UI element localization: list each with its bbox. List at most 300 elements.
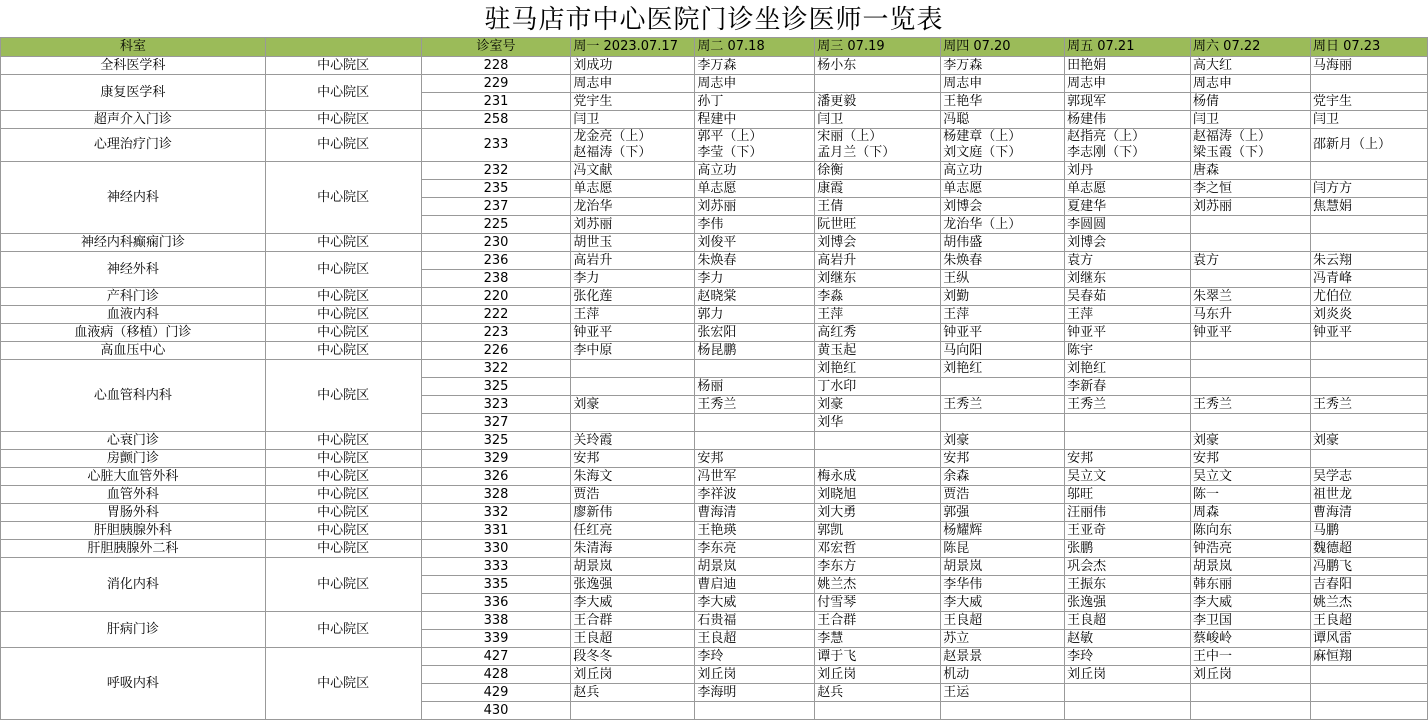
column-header: 诊室号 [421, 38, 571, 57]
doctor-cell [1191, 684, 1311, 702]
doctor-cell: 徐衡 [815, 162, 941, 180]
room-cell: 325 [421, 378, 571, 396]
doctor-cell [1310, 216, 1427, 234]
doctor-cell: 宋丽（上） 孟月兰（下） [815, 129, 941, 162]
doctor-cell: 程建中 [695, 111, 815, 129]
doctor-cell: 朱焕春 [941, 252, 1065, 270]
campus-cell: 中心院区 [265, 540, 421, 558]
department-cell: 神经内科癫痫门诊 [1, 234, 266, 252]
campus-cell: 中心院区 [265, 648, 421, 720]
doctor-cell [1191, 360, 1311, 378]
doctor-cell: 刘丹 [1065, 162, 1191, 180]
doctor-cell: 杨耀辉 [941, 522, 1065, 540]
doctor-cell: 郭现军 [1065, 93, 1191, 111]
doctor-cell: 赵景景 [941, 648, 1065, 666]
doctor-cell: 廖新伟 [571, 504, 695, 522]
doctor-cell: 姚兰杰 [1310, 594, 1427, 612]
campus-cell: 中心院区 [265, 111, 421, 129]
department-cell: 肝病门诊 [1, 612, 266, 648]
doctor-cell: 安邦 [1065, 450, 1191, 468]
doctor-cell: 刘俊平 [695, 234, 815, 252]
column-header: 周六 07.22 [1191, 38, 1311, 57]
doctor-cell [571, 702, 695, 720]
campus-cell: 中心院区 [265, 57, 421, 75]
doctor-cell: 孙丁 [695, 93, 815, 111]
doctor-cell: 吴立文 [1191, 468, 1311, 486]
doctor-cell [1310, 450, 1427, 468]
doctor-cell: 李大威 [571, 594, 695, 612]
doctor-cell: 单志愿 [941, 180, 1065, 198]
department-cell: 心脏大血管外科 [1, 468, 266, 486]
doctor-cell: 魏德超 [1310, 540, 1427, 558]
doctor-cell: 刘博会 [1065, 234, 1191, 252]
doctor-cell: 李玲 [695, 648, 815, 666]
doctor-cell [1191, 216, 1311, 234]
doctor-cell: 钟亚平 [1310, 324, 1427, 342]
table-row [1, 558, 1428, 576]
doctor-cell: 闫卫 [571, 111, 695, 129]
doctor-cell: 杨丽 [695, 378, 815, 396]
table-row [1, 648, 1428, 666]
department-cell: 血液内科 [1, 306, 266, 324]
column-header: 周日 07.23 [1310, 38, 1427, 57]
doctor-cell: 闫卫 [1310, 111, 1427, 129]
doctor-cell: 李新春 [1065, 378, 1191, 396]
doctor-cell [1310, 666, 1427, 684]
doctor-cell: 高岩升 [571, 252, 695, 270]
doctor-cell: 冯文献 [571, 162, 695, 180]
doctor-cell: 王萍 [1065, 306, 1191, 324]
department-cell: 肝胆胰腺外科 [1, 522, 266, 540]
doctor-cell: 高立功 [941, 162, 1065, 180]
doctor-cell: 胡景岚 [941, 558, 1065, 576]
doctor-cell: 单志愿 [1065, 180, 1191, 198]
table-row [1, 432, 1428, 450]
doctor-cell: 刘豪 [941, 432, 1065, 450]
doctor-cell: 刘华 [815, 414, 941, 432]
doctor-cell: 王秀兰 [695, 396, 815, 414]
doctor-cell: 刘丘岗 [695, 666, 815, 684]
doctor-cell: 朱翠兰 [1191, 288, 1311, 306]
department-cell: 肝胆胰腺外二科 [1, 540, 266, 558]
doctor-cell: 闫方方 [1310, 180, 1427, 198]
doctor-cell: 刘继东 [815, 270, 941, 288]
doctor-cell: 李大威 [1191, 594, 1311, 612]
room-cell: 222 [421, 306, 571, 324]
doctor-cell [695, 360, 815, 378]
doctor-cell [1191, 702, 1311, 720]
doctor-cell: 王纵 [941, 270, 1065, 288]
doctor-cell: 邓宏哲 [815, 540, 941, 558]
doctor-cell: 刘苏丽 [695, 198, 815, 216]
doctor-cell: 马向阳 [941, 342, 1065, 360]
room-cell: 331 [421, 522, 571, 540]
room-cell: 238 [421, 270, 571, 288]
doctor-cell: 高岩升 [815, 252, 941, 270]
doctor-cell: 王秀兰 [1065, 396, 1191, 414]
doctor-cell: 李东方 [815, 558, 941, 576]
doctor-cell: 机动 [941, 666, 1065, 684]
doctor-cell: 李海明 [695, 684, 815, 702]
department-cell: 血管外科 [1, 486, 266, 504]
doctor-cell: 高红秀 [815, 324, 941, 342]
table-row [1, 342, 1428, 360]
room-cell: 327 [421, 414, 571, 432]
doctor-cell: 朱海文 [571, 468, 695, 486]
doctor-cell: 赵晓棠 [695, 288, 815, 306]
doctor-cell: 李之恒 [1191, 180, 1311, 198]
campus-cell: 中心院区 [265, 432, 421, 450]
campus-cell: 中心院区 [265, 324, 421, 342]
room-cell: 428 [421, 666, 571, 684]
doctor-cell: 张逸强 [571, 576, 695, 594]
doctor-cell: 王倩 [815, 198, 941, 216]
header-row [1, 38, 1428, 57]
doctor-cell: 尤伯位 [1310, 288, 1427, 306]
room-cell: 235 [421, 180, 571, 198]
room-cell: 330 [421, 540, 571, 558]
room-cell: 228 [421, 57, 571, 75]
campus-cell: 中心院区 [265, 252, 421, 288]
doctor-cell [571, 378, 695, 396]
doctor-cell [1310, 234, 1427, 252]
doctor-cell: 贾浩 [571, 486, 695, 504]
department-cell: 高血压中心 [1, 342, 266, 360]
doctor-cell [695, 702, 815, 720]
department-cell: 心血管科内科 [1, 360, 266, 432]
room-cell: 333 [421, 558, 571, 576]
room-cell: 339 [421, 630, 571, 648]
doctor-cell: 李东亮 [695, 540, 815, 558]
room-cell: 236 [421, 252, 571, 270]
doctor-cell: 焦慧娟 [1310, 198, 1427, 216]
doctor-cell: 刘苏丽 [571, 216, 695, 234]
column-header [265, 38, 421, 57]
doctor-cell: 石贵福 [695, 612, 815, 630]
campus-cell: 中心院区 [265, 522, 421, 540]
table-row [1, 111, 1428, 129]
doctor-cell: 谭于飞 [815, 648, 941, 666]
doctor-cell: 朱焕春 [695, 252, 815, 270]
doctor-cell: 闫卫 [1191, 111, 1311, 129]
doctor-cell: 李淼 [815, 288, 941, 306]
doctor-cell [815, 75, 941, 93]
doctor-cell: 胡世玉 [571, 234, 695, 252]
doctor-cell: 陈昆 [941, 540, 1065, 558]
room-cell: 233 [421, 129, 571, 162]
doctor-cell: 胡伟盛 [941, 234, 1065, 252]
room-cell: 225 [421, 216, 571, 234]
column-header: 周四 07.20 [941, 38, 1065, 57]
doctor-cell: 袁方 [1065, 252, 1191, 270]
department-cell: 全科医学科 [1, 57, 266, 75]
doctor-cell: 李伟 [695, 216, 815, 234]
campus-cell: 中心院区 [265, 558, 421, 612]
doctor-cell [815, 432, 941, 450]
doctor-cell: 李万森 [941, 57, 1065, 75]
doctor-cell: 谭风雷 [1310, 630, 1427, 648]
doctor-cell: 王艳瑛 [695, 522, 815, 540]
doctor-cell: 王良超 [941, 612, 1065, 630]
table-row [1, 504, 1428, 522]
doctor-cell [1310, 378, 1427, 396]
doctor-cell [1065, 702, 1191, 720]
department-cell: 呼吸内科 [1, 648, 266, 720]
table-row [1, 129, 1428, 162]
doctor-cell [1191, 414, 1311, 432]
column-header: 周二 07.18 [695, 38, 815, 57]
doctor-cell: 赵福涛（上） 梁玉霞（下） [1191, 129, 1311, 162]
schedule-table [0, 37, 1428, 720]
department-cell: 胃肠外科 [1, 504, 266, 522]
doctor-cell: 王萍 [941, 306, 1065, 324]
department-cell: 神经内科 [1, 162, 266, 234]
doctor-cell: 夏建华 [1065, 198, 1191, 216]
doctor-cell: 安邦 [941, 450, 1065, 468]
doctor-cell: 康霞 [815, 180, 941, 198]
doctor-cell: 钟亚平 [571, 324, 695, 342]
doctor-cell: 刘成功 [571, 57, 695, 75]
doctor-cell: 麻恒翔 [1310, 648, 1427, 666]
department-cell: 超声介入门诊 [1, 111, 266, 129]
doctor-cell: 钟亚平 [1065, 324, 1191, 342]
doctor-cell: 曹海清 [695, 504, 815, 522]
doctor-cell [1310, 162, 1427, 180]
table-row [1, 162, 1428, 180]
doctor-cell: 郭强 [941, 504, 1065, 522]
doctor-cell: 李慧 [815, 630, 941, 648]
doctor-cell [1310, 702, 1427, 720]
doctor-cell: 吴立文 [1065, 468, 1191, 486]
doctor-cell [815, 702, 941, 720]
doctor-cell: 马东升 [1191, 306, 1311, 324]
doctor-cell: 唐森 [1191, 162, 1311, 180]
campus-cell: 中心院区 [265, 75, 421, 111]
doctor-cell: 段冬冬 [571, 648, 695, 666]
doctor-cell: 关玲霞 [571, 432, 695, 450]
doctor-cell: 刘丘岗 [1065, 666, 1191, 684]
campus-cell: 中心院区 [265, 162, 421, 234]
room-cell: 232 [421, 162, 571, 180]
department-cell: 血液病（移植）门诊 [1, 324, 266, 342]
doctor-cell [1310, 360, 1427, 378]
table-row [1, 486, 1428, 504]
doctor-cell: 龙治华 [571, 198, 695, 216]
doctor-cell: 阮世旺 [815, 216, 941, 234]
doctor-cell: 闫卫 [815, 111, 941, 129]
doctor-cell: 刘丘岗 [571, 666, 695, 684]
campus-cell: 中心院区 [265, 486, 421, 504]
doctor-cell: 张逸强 [1065, 594, 1191, 612]
page-title: 驻马店市中心医院门诊坐诊医师一览表 [484, 5, 944, 35]
doctor-cell: 单志愿 [571, 180, 695, 198]
doctor-cell [695, 432, 815, 450]
doctor-cell: 曹启迪 [695, 576, 815, 594]
doctor-cell: 刘丘岗 [815, 666, 941, 684]
doctor-cell [1191, 378, 1311, 396]
doctor-cell: 赵指亮（上） 李志刚（下） [1065, 129, 1191, 162]
room-cell: 226 [421, 342, 571, 360]
room-cell: 323 [421, 396, 571, 414]
doctor-cell: 王良超 [1310, 612, 1427, 630]
doctor-cell: 丁水印 [815, 378, 941, 396]
doctor-cell: 刘大勇 [815, 504, 941, 522]
doctor-cell: 李大威 [941, 594, 1065, 612]
doctor-cell: 钟浩亮 [1191, 540, 1311, 558]
campus-cell: 中心院区 [265, 612, 421, 648]
doctor-cell: 王良超 [695, 630, 815, 648]
table-row [1, 234, 1428, 252]
room-cell: 237 [421, 198, 571, 216]
doctor-cell: 苏立 [941, 630, 1065, 648]
doctor-cell: 党宇生 [571, 93, 695, 111]
doctor-cell: 王萍 [815, 306, 941, 324]
room-cell: 329 [421, 450, 571, 468]
doctor-cell: 黄玉起 [815, 342, 941, 360]
doctor-cell [941, 702, 1065, 720]
doctor-cell: 任红亮 [571, 522, 695, 540]
doctor-cell: 张鹏 [1065, 540, 1191, 558]
room-cell: 429 [421, 684, 571, 702]
doctor-cell [1310, 414, 1427, 432]
doctor-cell [1065, 684, 1191, 702]
doctor-cell: 王合群 [571, 612, 695, 630]
doctor-cell: 李力 [695, 270, 815, 288]
doctor-cell: 王良超 [1065, 612, 1191, 630]
doctor-cell: 田艳娟 [1065, 57, 1191, 75]
table-row [1, 450, 1428, 468]
doctor-cell: 高大红 [1191, 57, 1311, 75]
campus-cell: 中心院区 [265, 129, 421, 162]
doctor-cell: 朱云翔 [1310, 252, 1427, 270]
department-cell: 产科门诊 [1, 288, 266, 306]
doctor-cell: 安邦 [571, 450, 695, 468]
doctor-cell: 巩会杰 [1065, 558, 1191, 576]
doctor-cell [815, 450, 941, 468]
doctor-cell: 李华伟 [941, 576, 1065, 594]
doctor-cell: 安邦 [695, 450, 815, 468]
table-row [1, 288, 1428, 306]
doctor-cell: 胡景岚 [1191, 558, 1311, 576]
doctor-cell: 马海丽 [1310, 57, 1427, 75]
department-cell: 心理治疗门诊 [1, 129, 266, 162]
doctor-cell: 蔡峻岭 [1191, 630, 1311, 648]
doctor-cell: 吴学志 [1310, 468, 1427, 486]
department-cell: 心衰门诊 [1, 432, 266, 450]
doctor-cell: 赵兵 [571, 684, 695, 702]
campus-cell: 中心院区 [265, 360, 421, 432]
doctor-cell: 王秀兰 [1191, 396, 1311, 414]
room-cell: 231 [421, 93, 571, 111]
doctor-cell: 冯世军 [695, 468, 815, 486]
doctor-cell: 李玲 [1065, 648, 1191, 666]
doctor-cell: 刘豪 [1310, 432, 1427, 450]
room-cell: 430 [421, 702, 571, 720]
room-cell: 223 [421, 324, 571, 342]
doctor-cell: 潘更毅 [815, 93, 941, 111]
room-cell: 338 [421, 612, 571, 630]
doctor-cell: 张化莲 [571, 288, 695, 306]
doctor-cell: 王中一 [1191, 648, 1311, 666]
doctor-cell: 杨倩 [1191, 93, 1311, 111]
doctor-cell: 杨建伟 [1065, 111, 1191, 129]
campus-cell: 中心院区 [265, 234, 421, 252]
campus-cell: 中心院区 [265, 288, 421, 306]
room-cell: 220 [421, 288, 571, 306]
table-row [1, 306, 1428, 324]
column-header: 周一 2023.07.17 [571, 38, 695, 57]
doctor-cell: 郭力 [695, 306, 815, 324]
table-row [1, 252, 1428, 270]
table-row [1, 75, 1428, 93]
doctor-cell [1191, 270, 1311, 288]
doctor-cell: 李圆圆 [1065, 216, 1191, 234]
doctor-cell: 王振东 [1065, 576, 1191, 594]
doctor-cell: 刘豪 [815, 396, 941, 414]
column-header: 科室 [1, 38, 266, 57]
department-cell: 消化内科 [1, 558, 266, 612]
doctor-cell: 付雪琴 [815, 594, 941, 612]
doctor-cell: 刘丘岗 [1191, 666, 1311, 684]
doctor-cell: 赵敏 [1065, 630, 1191, 648]
doctor-cell: 梅永成 [815, 468, 941, 486]
doctor-cell: 张宏阳 [695, 324, 815, 342]
doctor-cell: 曹海清 [1310, 504, 1427, 522]
table-row [1, 360, 1428, 378]
doctor-cell [1191, 234, 1311, 252]
doctor-cell: 冯聪 [941, 111, 1065, 129]
room-cell: 336 [421, 594, 571, 612]
doctor-cell: 刘炎炎 [1310, 306, 1427, 324]
doctor-cell: 刘勤 [941, 288, 1065, 306]
room-cell: 230 [421, 234, 571, 252]
doctor-cell: 汪丽伟 [1065, 504, 1191, 522]
doctor-cell: 单志愿 [695, 180, 815, 198]
doctor-cell: 吴春茹 [1065, 288, 1191, 306]
doctor-cell: 陈向东 [1191, 522, 1311, 540]
doctor-cell: 钟亚平 [941, 324, 1065, 342]
doctor-cell: 赵兵 [815, 684, 941, 702]
doctor-cell: 周志申 [571, 75, 695, 93]
doctor-cell: 刘豪 [1191, 432, 1311, 450]
doctor-cell: 郭平（上） 李莹（下） [695, 129, 815, 162]
table-row [1, 57, 1428, 75]
doctor-cell: 贾浩 [941, 486, 1065, 504]
doctor-cell: 邬旺 [1065, 486, 1191, 504]
table-row [1, 522, 1428, 540]
doctor-cell [1065, 432, 1191, 450]
doctor-cell [1310, 75, 1427, 93]
doctor-cell: 王运 [941, 684, 1065, 702]
doctor-cell: 李卫国 [1191, 612, 1311, 630]
room-cell: 326 [421, 468, 571, 486]
doctor-cell: 周志申 [695, 75, 815, 93]
campus-cell: 中心院区 [265, 468, 421, 486]
doctor-cell: 王秀兰 [941, 396, 1065, 414]
doctor-cell [695, 414, 815, 432]
doctor-cell: 钟亚平 [1191, 324, 1311, 342]
doctor-cell [571, 360, 695, 378]
department-cell: 房颤门诊 [1, 450, 266, 468]
doctor-cell: 王秀兰 [1310, 396, 1427, 414]
doctor-cell: 胡景岚 [695, 558, 815, 576]
doctor-cell: 刘苏丽 [1191, 198, 1311, 216]
doctor-cell: 邵新月（上） [1310, 129, 1427, 162]
doctor-cell: 安邦 [1191, 450, 1311, 468]
doctor-cell: 冯青峰 [1310, 270, 1427, 288]
doctor-cell: 王良超 [571, 630, 695, 648]
table-row [1, 540, 1428, 558]
